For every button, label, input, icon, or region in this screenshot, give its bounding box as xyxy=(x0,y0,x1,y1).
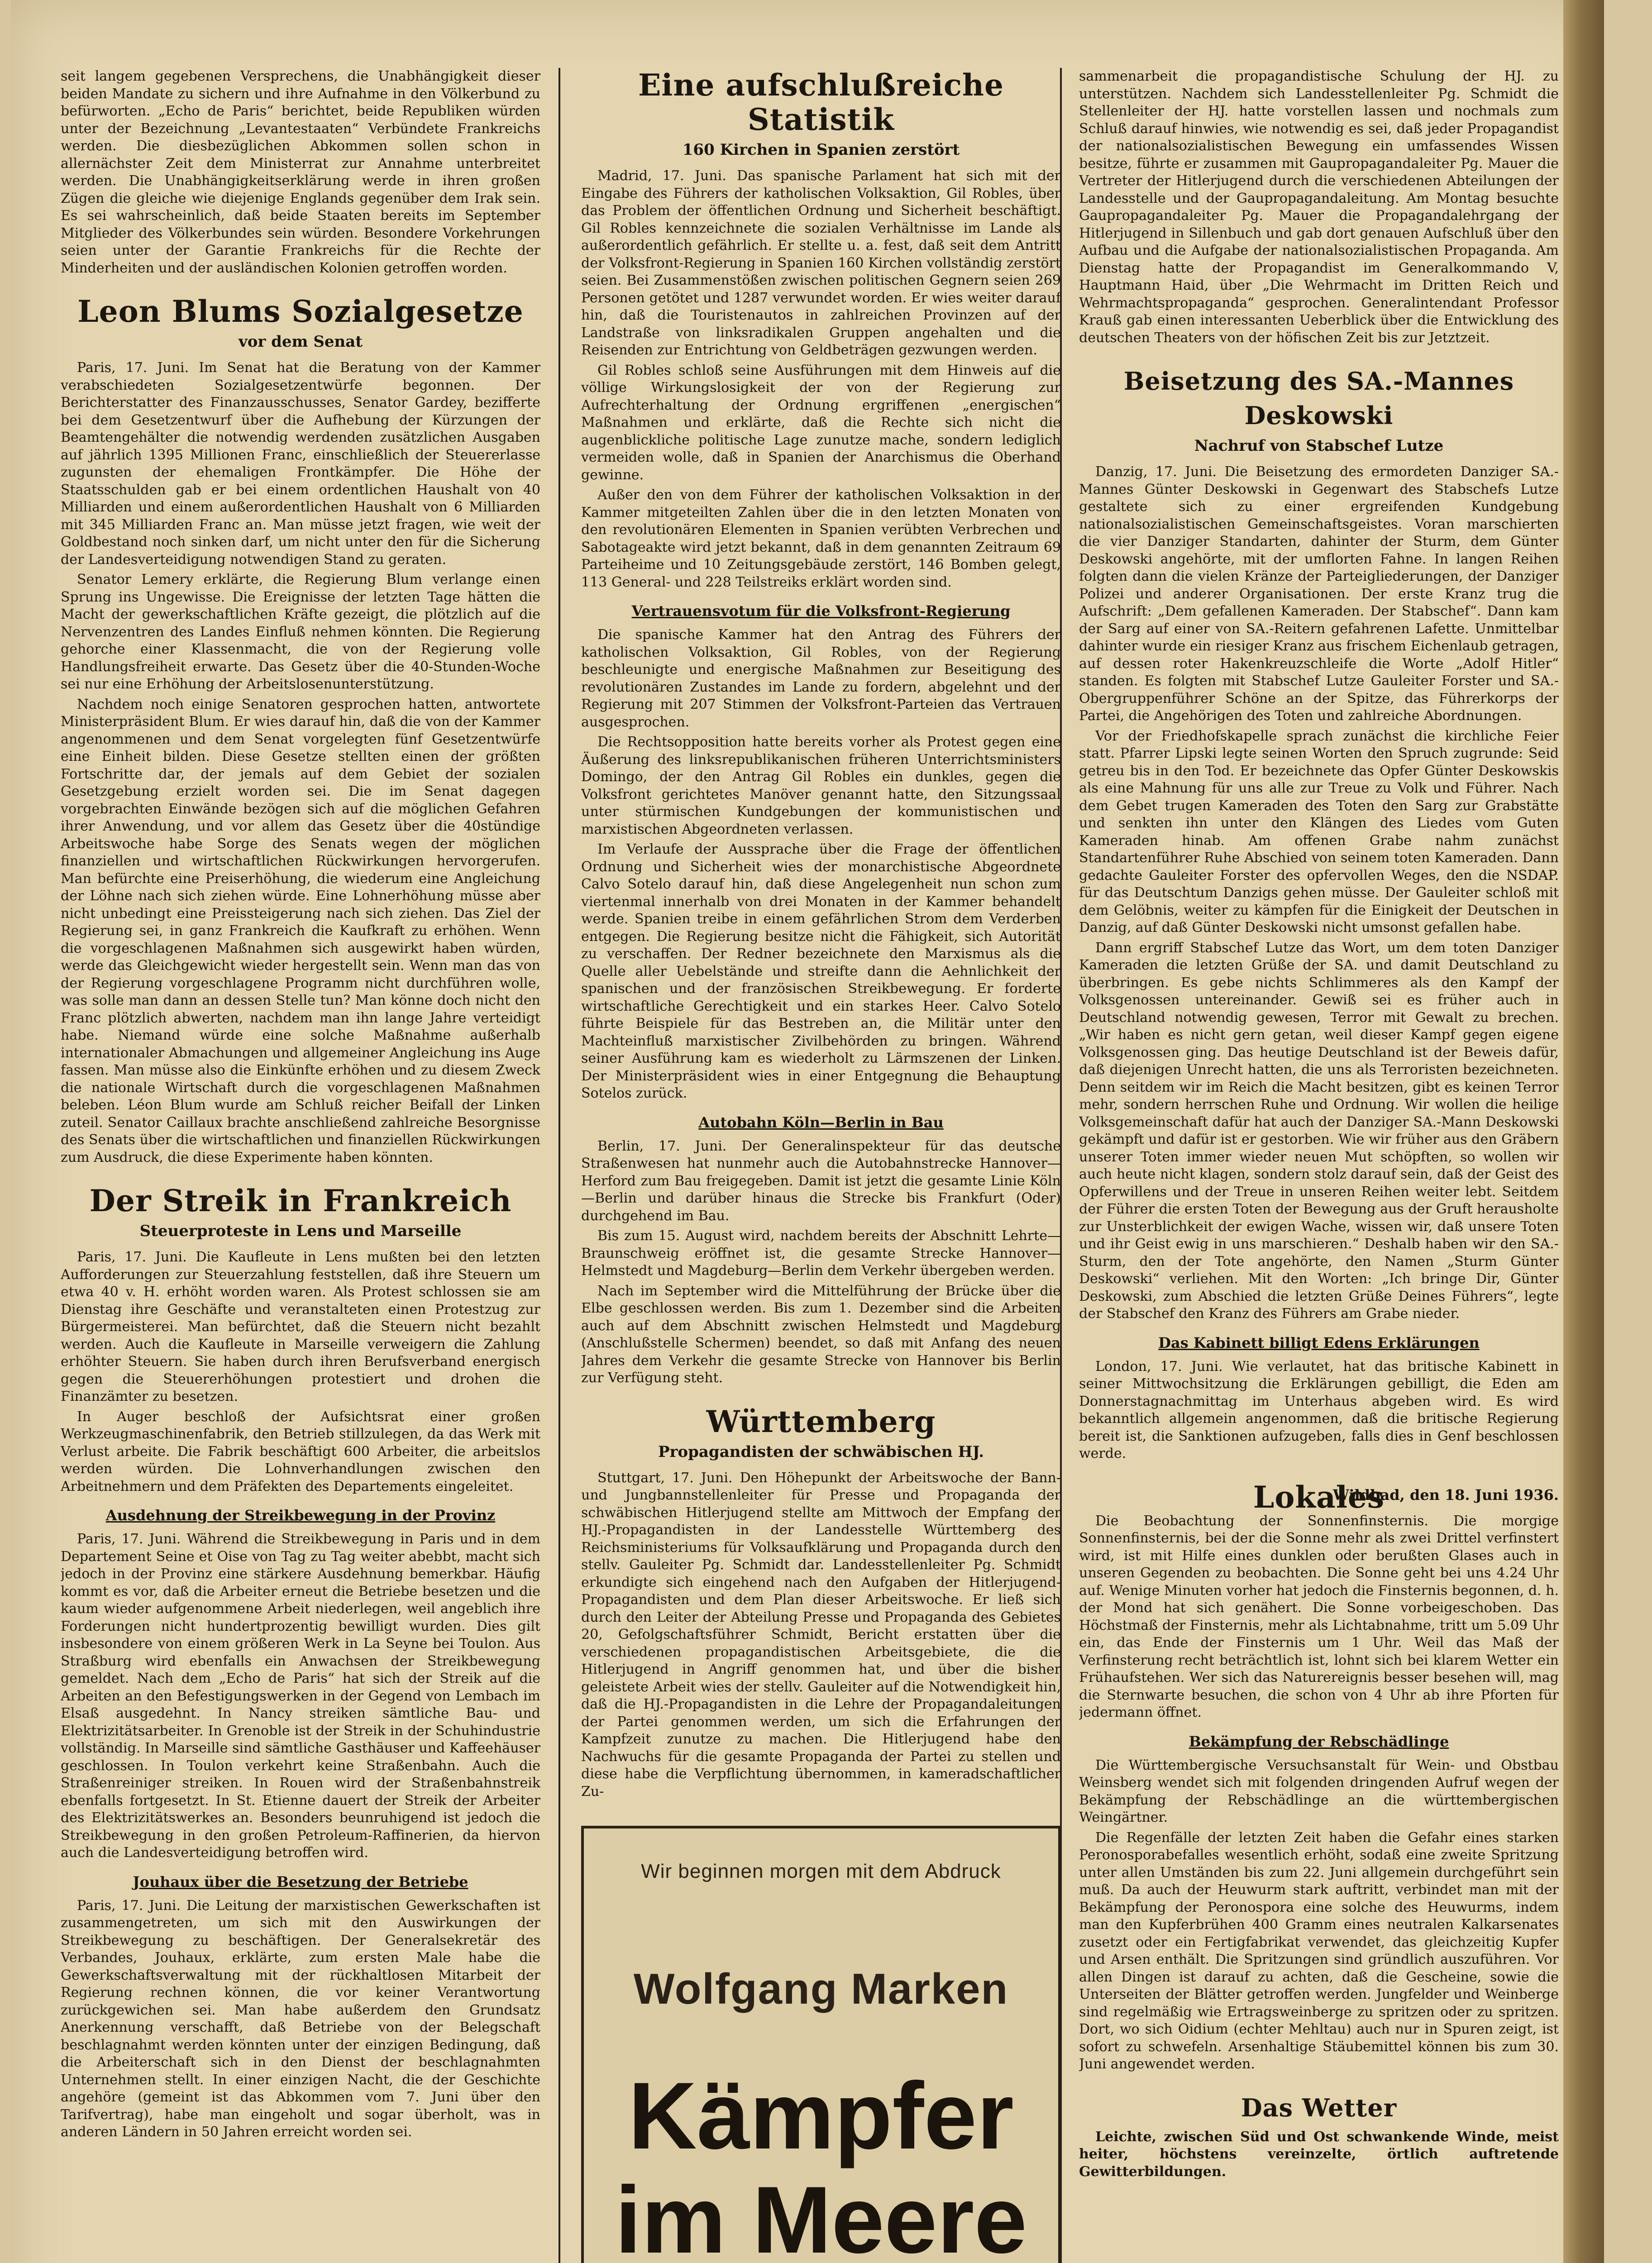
dateline: Wildbad, den 18. Juni 1936. xyxy=(1333,1486,1559,1504)
section-heading-rebschaedlinge: Bekämpfung der Rebschädlinge xyxy=(1189,1733,1449,1750)
ad-announcement: Wir beginnen morgen mit dem Abdruck xyxy=(641,1860,1001,1882)
paragraph-weather: Leichte, zwischen Süd und Ost schwankende Winde, meist heiter, höchstens vereinzelte, örtlich auftretende Gewitterbildungen. xyxy=(1079,2129,1559,2180)
headline-wetter: Das Wetter xyxy=(1241,2093,1397,2122)
page-edge xyxy=(1563,0,1604,2263)
section-heading-provinz: Ausdehnung der Streikbewegung in der Provinz xyxy=(105,1507,496,1524)
section-heading-kabinett: Das Kabinett billigt Edens Erklärungen xyxy=(1158,1334,1480,1351)
ad-author: Wolfgang Marken xyxy=(633,1965,1009,2013)
paragraph: Danzig, 17. Juni. Die Beisetzung des ermordeten Danziger SA.-Mannes Günter Deskowski in Gegenwart des Stabschefs Lutze gestaltete sich zu einer ergreifenden Kundgebung nationalsozialistischen Gemeinschaftsgeistes. Voran marschierten die vier Danziger Standarten, dahinter der Sturm, dem Günter Deskowski angehörte, mit der umflorten Fahne. In langen Reihen folgten dann die vielen Kränze der Parteigliederungen, der Danziger Polizei und anderer Organisationen. Der erste Kranz trug die Aufschrift: „Dem gefallenen Kameraden. Der Stabschef“. Dann kam der Sarg auf einer von SA.-Reitern gefahrenen Lafette. Unmittelbar dahinter wurde ein riesiger Kranz aus frischem Eichenlaub getragen, auf dessen roter Hakenkreuzschleife die Worte „Adolf Hitler“ standen. Es folgten mit Stabschef Lutze Gauleiter Forster und SA.-Obergruppenführer Schöne an der Spitze, das Führerkorps der Partei, die Angehörigen des Toten und zahlreiche Abordnungen. xyxy=(1079,464,1559,724)
paragraph: Dann ergriff Stabschef Lutze das Wort, um dem toten Danziger Kameraden die letzten Grüße der SA. und damit Deutschland zu überbringen. Es gebe nichts Schlimmeres als den Kampf der Volksgenossen untereinander. Gewiß sei es früher auch in Deutschland notwendig gewesen, Terror mit Gewalt zu brechen. „Wir haben es nicht gern getan, weil dieser Kampf gegen eigene Volksgenossen ging. Das heutige Deutschland ist der Beweis dafür, daß diejenigen Unrecht hatten, die uns als Terroristen bezeichneten. Denn seitdem wir im Reich die Macht besitzen, gibt es keinen Terror mehr, sondern herrschen Ruhe und Ordnung. Wir wollen die heilige Volksgemeinschaft dafür hat auch der Danziger SA.-Mann Deskowski gekämpft und dafür ist er gestorben. Wie wir früher aus den Gräbern unserer Toten immer wieder neuen Mut schöpften, so wollen wir auch heute nicht klagen, sondern stolz darauf sein, daß der Geist des Opferwillens und der Treue in unseren Reihen weiter lebt. Seitdem der Führer die ersten Toten der Bewegung aus der Gruft herausholte zur Unsterblichkeit der ewigen Wache, wissen wir, daß unsere Toten und ihr Geist ewig in uns marschieren.“ Deshalb haben wir den SA.-Sturm, den der Tote angehörte, den Namen „Sturm Günter Deskowski“ verliehen. Mit den Worten: „Ich bringe Dir, Günter Deskowski, zum Abschied die letzten Grüße Deines Führers“, legte der Stabschef den Kranz des Führers am Grabe nieder. xyxy=(1079,940,1559,1322)
paragraph: Berlin, 17. Juni. Der Generalinspekteur für das deutsche Straßenwesen hat nunmehr auch die Autobahnstrecke Hannover—Herford zum Bau freigegeben. Damit ist jetzt die gesamte Linie Köln—Berlin und darüber hinaus die Strecke bis Frankfurt (Oder) durchgehend im Bau. xyxy=(581,1138,1061,1224)
ad-title-line1: Kämpfer xyxy=(628,2062,1014,2169)
paragraph: Vor der Friedhofskapelle sprach zunächst die kirchliche Feier statt. Pfarrer Lipski legte seinen Worten den Spruch zugrunde: Seid getreu bis in den Tod. Er bezeichnete das Opfer Günter Deskowskis als eine Mahnung für uns alle zur Treue zu Volk und Führer. Nach dem Gebet trugen Kameraden des Toten den Sarg zur Grabstätte und senkten ihn unter den Klängen des Liedes vom Guten Kameraden hinab. Am offenen Grabe nahm zunächst Standartenführer Ruhe Abschied von seinem toten Kameraden. Dann gedachte Gauleiter Forster des opfervollen Weges, den die NSDAP. für das Deutschtum Danzigs gehen müsse. Der Gauleiter schloß mit dem Gelöbnis, weiter zu kämpfen für die Einigkeit der Deutschen in Danzig, auf daß Günter Deskowski nicht umsonst gefallen habe. xyxy=(1079,728,1559,936)
headline-wuerttemberg: Württemberg xyxy=(706,1404,936,1439)
subheadline-nachruf: Nachruf von Stabschef Lutze xyxy=(1194,437,1444,455)
subheadline-propagandisten: Propagandisten der schwäbischen HJ. xyxy=(658,1442,984,1461)
paragraph: Die spanische Kammer hat den Antrag des Führers der katholischen Volksaktion, Gil Robles, von der Regierung beschleunigte und energische Maßnahmen zur Beseitigung des revolutionären Zustandes im Lande zu fordern, abgelehnt und der Regierung mit 207 Stimmen der Volksfront-Parteien das Vertrauen ausgesprochen. xyxy=(581,627,1061,730)
paragraph: Bis zum 15. August wird, nachdem bereits der Abschnitt Lehrte—Braunschweig eröffnet ist, die gesamte Strecke Hannover—Helmstedt und Magdeburg—Berlin dem Verkehr übergeben werden. xyxy=(581,1228,1061,1279)
section-heading-jouhaux: Jouhaux über die Besetzung der Betriebe xyxy=(133,1873,468,1891)
paragraph: Außer den von dem Führer der katholischen Volksaktion in der Kammer mitgeteilten Zahlen über die in den letzten Monaten von den revolutionären Elementen in Spanien verübten Verbrechen und Sabotageakte wird jetzt bekannt, daß in dem genannten Zeitraum 69 Parteiheime und 10 Zeitungsgebäude zerstört, 146 Bomben gelegt, 113 General- und 228 Teilstreiks erklärt worden sind. xyxy=(581,487,1061,590)
paragraph: Madrid, 17. Juni. Das spanische Parlament hat sich mit der Eingabe des Führers der katholischen Volksaktion, Gil Robles, über das Problem der öffentlichen Ordnung und Sicherheit beschäftigt. Gil Robles kennzeichnete die sozialen Verhältnisse im Lande als außerordentlich gefährlich. Er stellte u. a. fest, daß seit dem Antritt der Volksfront-Regierung in Spanien 160 Kirchen vollständig zerstört seien. Bei Zusammenstößen zwischen politischen Gegnern seien 269 Personen getötet und 1287 verwundet worden. Er wies weiter darauf hin, daß die Touristenautos in zahlreichen Provinzen auf der Landstraße von linksradikalen Gruppen angehalten und die Reisenden zur Entrichtung von Geldbeträgen gezwungen werden. xyxy=(581,168,1061,358)
paragraph: Paris, 17. Juni. Im Senat hat die Beratung von der Kammer verabschiedeten Sozialgesetzentwürfe begonnen. Der Berichterstatter des Finanzausschusses, Senator Gardey, bezifferte bei dem Gesetzentwurf über die Aufhebung der Kürzungen der Beamtengehälter die notwendig werdenden zusätzlichen Ausgaben auf jährlich 1395 Millionen Franc, einschließlich der Steuererlasse zugunsten der ehemaligen Frontkämpfer. Die Höhe der Staatsschulden gab er bei einem ordentlichen Haushalt von 40 Milliarden und einem außerordentlichen Haushalt von 6 Milliarden mit 345 Milliarden Franc an. Man müsse jetzt fragen, wie weit der Goldbestand noch sinken darf, um nicht unter den für die Sicherung der Landesverteidigung notwendigen Stand zu geraten. xyxy=(61,360,540,568)
paragraph: Im Verlaufe der Aussprache über die Frage der öffentlichen Ordnung und Sicherheit wies der monarchistische Abgeordnete Calvo Sotelo darauf hin, daß diese Angelegenheit nun schon zum viertenmal innerhalb von drei Monaten in der Kammer behandelt werde. Spanien treibe in einem gefährlichen Strom dem Verderben entgegen. Die Regierung besitze nicht die Fähigkeit, sich Autorität zu verschaffen. Der Redner bezeichnete den Marxismus als die Quelle aller Uebelstände und streifte dann die Aehnlichkeit der spanischen und der französischen Streikbewegung. Er forderte wirtschaftliche Gerechtigkeit und ein starkes Heer. Calvo Sotelo führte Beispiele für das Bestreben an, die Militär unter den Machteinfluß marxistischer Zivilbehörden zu bringen. Während seiner Ausführung kam es wiederholt zu Lärmszenen der Linken. Der Ministerpräsident wies in einer Entgegnung die Behauptung Sotelos zurück. xyxy=(581,841,1061,1101)
headline-statistik: Eine aufschlußreiche Statistik xyxy=(638,68,1004,137)
paragraph: Die Rechtsopposition hatte bereits vorher als Protest gegen eine Äußerung des linksrepublikanischen früheren Unterrichtsministers Domingo, der den Antrag Gil Robles ein dunkles, gegen die Volksfront gerichtetes Manöver genannt hatte, den Sitzungssaal unter stürmischen Kundgebungen der kommunistischen und marxistischen Abgeordneten verlassen. xyxy=(581,734,1061,837)
section-heading-vertrauen: Vertrauensvotum für die Volksfront-Regierung xyxy=(631,602,1011,620)
headline-beisetzung: Beisetzung des SA.-Mannes Deskowski xyxy=(1123,367,1514,430)
paragraph: Die Württembergische Versuchsanstalt für Wein- und Obstbau Weinsberg wendet sich mit folgenden dringenden Aufruf wegen der Bekämpfung der Rebschädlinge an die württembergischen Weingärtner. xyxy=(1079,1757,1559,1825)
paragraph: In Auger beschloß der Aufsichtsrat einer großen Werkzeugmaschinenfabrik, den Betrieb stillzulegen, da das Werk mit Verlust arbeite. Die Fabrik beschäftigt 600 Arbeiter, die arbeitslos werden würden. Die Lohnverhandlungen zwischen den Arbeitnehmern und dem Präfekten des Departements eingeleitet. xyxy=(61,1408,540,1494)
paragraph: Nach im September wird die Mittelführung der Brücke über die Elbe geschlossen werden. Bis zum 1. Dezember sind die Arbeiten auch auf dem Abschnitt zwischen Helmstedt und Magdeburg (Anschlußstelle Schermen) beendet, so daß mit Anfang des neuen Jahres dem Verkehr die gesamte Strecke von Hannover bis Berlin zur Verfügung steht. xyxy=(581,1283,1061,1386)
advertisement-box xyxy=(581,1826,1061,2263)
headline-lokales: Lokales xyxy=(1253,1479,1385,1515)
paragraph: London, 17. Juni. Wie verlautet, hat das britische Kabinett in seiner Mittwochsitzung die Erklärungen gebilligt, die Eden am Donnerstagnachmittag im Unterhaus abgeben wird. Es wird bekanntlich allgemein angenommen, daß die britische Regierung bereit ist, die Sanktionen aufzugeben, falls dies in Genf beschlossen werde. xyxy=(1079,1358,1559,1461)
paragraph: Paris, 17. Juni. Die Kaufleute in Lens mußten bei den letzten Aufforderungen zur Steuerzahlung feststellen, daß ihre Steuern um etwa 40 v. H. erhöht worden waren. Als Protest schlossen sie am Dienstag ihre Geschäfte und veranstalteten einen Protestzug zur Bürgermeisterei. Man befürchtet, daß die Steuern nicht bezahlt werden. Auch die Kaufleute in Marseille verweigern die Zahlung erhöhter Steuern. Sie haben durch ihren Berufsverband energisch gegen die Steuererhöhungen protestiert und drohen die Finanzämter zu besetzen. xyxy=(61,1249,540,1404)
column-left xyxy=(61,68,540,2263)
article-continuation: seit langem gegebenen Versprechens, die Unabhängigkeit dieser beiden Mandate zu sichern und ihre Aufnahme in den Völkerbund zu befürworten. „Echo de Paris“ berichtet, beide Republiken würden unter der Bezeichnung „Levantestaaten“ Verbündete Frankreichs werden. Die diesbezüglichen Abkommen sollen schon in allernächster Zeit dem Ministerrat zur Annahme unterbreitet werden. Die Unabhängigkeitserklärung werde in ihren großen Zügen die gleiche wie diejenige Englands gegenüber dem Irak sein. Es sei wahrscheinlich, daß beide Staaten bereits im September Mitglieder des Völkerbundes sein würden. Besondere Vorkehrungen seien unter der Garantie Frankreichs für die Rechte der Minderheiten und der ausländischen Kolonien getroffen worden. xyxy=(61,68,540,276)
column-rule xyxy=(559,68,560,2263)
headline-blum: Leon Blums Sozialgesetze xyxy=(77,294,524,329)
paragraph: Stuttgart, 17. Juni. Den Höhepunkt der Arbeitswoche der Bann- und Jungbannstellenleiter für Presse und Propaganda der schwäbischen Hitlerjugend stellte am Mittwoch der Empfang der HJ.-Propagandisten in der Landesstelle Württemberg des Reichsministeriums für Volksaufklärung und Propaganda durch den stellv. Gauleiter Pg. Schmidt dar. Landesstellenleiter Pg. Schmidt erkundigte sich eingehend nach den Aufgaben der Hitlerjugend-Propagandisten und dem Plan dieser Arbeitswoche. Er ließ sich durch den Leiter der Abteilung Presse und Propaganda des Gebietes 20, Gefolgschaftsführer Schmidt, Bericht erstatten über die verschiedenen propagandistischen Arbeitsgebiete, die die Hitlerjugend in Angriff genommen hat, und über die bisher geleistete Arbeit wies der stellv. Gauleiter auf die Notwendigkeit hin, daß die HJ.-Propagandisten in die Lehre der Propagandaleitungen der Partei genommen werden, um sich die Erfahrungen der Kampfzeit zunutze zu machen. Die Hitlerjugend habe den Nachwuchs für die gesamte Propaganda der Partei zu stellen und diese habe die Verpflichtung übernommen, in kameradschaftlicher Zu- xyxy=(581,1470,1061,1800)
paragraph: Die Regenfälle der letzten Zeit haben die Gefahr eines starken Peronosporabefalles wesentlich erhöht, sodaß eine zweite Spritzung unter allen Umständen bis zum 22. Juni allgemein durchgeführt sein muß. Da auch der Heuwurm stark auftritt, verbindet man mit der Bekämpfung der Peronospora eine solche des Heuwurms, indem man den Kupferbrühen 400 Gramm eines neutralen Kalkarsenates zusetzt oder ein Fertigfabrikat verwendet, das gleichzeitig Kupfer und Arsen enthält. Die Spritzungen sind gründlich auszuführen. Vor allen Dingen ist darauf zu achten, daß die Gescheine, sowie die Unterseiten der Blätter getroffen werden. Jungfelder und Weinberge sind regelmäßig wie Ertragsweinberge zu spritzen oder zu spritzen. Dort, wo sich Oidium (echter Mehltau) auch nur in Spuren zeigt, ist sofort zu schwefeln. Arsenhaltige Stäubemittel können bis zum 30. Juni angewendet werden. xyxy=(1079,1829,1559,2072)
paragraph: Die Beobachtung der Sonnenfinsternis. Die morgige Sonnenfinsternis, bei der die Sonne mehr als zwei Drittel verfinstert wird, ist mit Hilfe eines dunklen oder berußten Glases auch in unseren Gegenden zu beobachten. Die Sonne geht bei uns 4.24 Uhr auf. Wenige Minuten vorher hat jedoch die Finsternis begonnen, d. h. der Mond hat sich genähert. Die Sonne vorbeigeschoben. Das Höchstmaß der Finsternis, mehr als Lichtabnahme, tritt um 5.09 Uhr ein, das Ende der Finsternis um 1 Uhr. Weil das Maß der Verfinsterung recht beträchtlich ist, lohnt sich bei klarem Wetter ein Frühaufstehen. Wer sich das Naturereignis besser besehen will, mag die Sternwarte besuchen, die schon von 4 Uhr ab ihre Pforten für jedermann öffnet. xyxy=(1079,1513,1559,1720)
paragraph: Paris, 17. Juni. Die Leitung der marxistischen Gewerkschaften ist zusammengetreten, um sich mit den Auswirkungen der Streikbewegung zu beschäftigen. Der Generalsekretär des Verbandes, Jouhaux, erklärte, zum ersten Male habe die Gewerkschaftsverwaltung mit der rückhaltlosen Mitarbeit der Regierung rechnen können, die vor keiner Verantwortung zurückgewichen sei. Man habe außerdem den Grundsatz Anerkennung verschafft, daß Betriebe von der Belegschaft beschlagnahmt werden könnten unter der einzigen Bedingung, daß die Arbeiterschaft sich in den Dienst der beschlagnahmten Unternehmen stellt. In einer einzigen Nacht, die der Geschichte angehöre (gemeint ist das Abkommen vom 7. Juni über den Tarifvertrag), habe man eingeholt und sogar überholt, was in anderen Ländern in 50 Jahren erreicht worden sei. xyxy=(61,1897,540,2140)
newspaper-page xyxy=(11,0,1604,2263)
subheadline-blum: vor dem Senat xyxy=(238,333,363,351)
paragraph: Nachdem noch einige Senatoren gesprochen hatten, antwortete Ministerpräsident Blum. Er wies darauf hin, daß die von der Kammer angenommenen und dem Senat vorgelegten fünf Gesetzentwürfe eine Einheit bilden. Diese Gesetze stellten einen der größten Fortschritte dar, der jemals auf dem Gebiet der sozialen Gesetzgebung erzielt worden sei. Die im Senat dagegen vorgebrachten Einwände bezögen sich auf die möglichen Gefahren ihrer Anwendung, und vor allem das Gesetz über die 40stündige Arbeitswoche habe Sorge des Senats wegen der möglichen finanziellen und wirtschaftlichen Rückwirkungen hervorgerufen. Man befürchte eine Preiserhöhung, die wiederum eine Angleichung der Löhne nach sich ziehen würde. Eine Lohnerhöhung müsse aber nicht unbedingt eine Preissteigerung nach sich ziehen. Das Ziel der Regierung sei, in ganz Frankreich die Kaufkraft zu erhöhen. Wenn die vorgeschlagenen Maßnahmen sich ausgewirkt haben würden, werde das Gleichgewicht wieder hergestellt sein. Wenn man das von der Regierung vorgeschlagene Programm nicht durchführen wolle, was solle man dann an dessen Stelle tun? Man könne doch nicht den Franc plötzlich abwerten, nachdem man ihn lange Jahre verteidigt habe. Niemand würde eine solche Maßnahme außerhalb internationaler Abmachungen und allgemeiner Angleichung ins Auge fassen. Man müsse also die Einkünfte erhöhen und zu diesem Zweck die nationale Wirtschaft durch die vorgeschlagenen Maßnahmen beleben. Léon Blum wurde am Schluß reicher Beifall der Linken zuteil. Senator Caillaux brachte anschließend zahlreiche Besorgnisse des Senats über die wirtschaftlichen und finanziellen Rückwirkungen zum Ausdruck, die diese Experimente haben könnten. xyxy=(61,696,540,1165)
paragraph: Paris, 17. Juni. Während die Streikbewegung in Paris und in dem Departement Seine et Oise von Tag zu Tag weiter abebbt, macht sich jedoch in der Provinz eine stärkere Ausdehnung bemerkbar. Häufig kommt es vor, daß die Arbeiter erneut die Betriebe besetzen und die kaum wieder aufgenommene Arbeit niederlegen, weil angeblich ihre Forderungen nicht hundertprozentig bewilligt wurden. Dies gilt insbesondere von einem größeren Werk in La Seyne bei Toulon. Aus Straßburg wird ebenfalls ein Anwachsen der Streikbewegung gemeldet. Nach dem „Echo de Paris“ hat sich der Streik auf die Arbeiten an den Befestigungswerken in der Gegend von Lembach im Elsaß ausgedehnt. In Nancy streiken sämtliche Bau- und Elektrizitätsarbeiter. In Grenoble ist der Streik in der Schuhindustrie vollständig. In Marseille sind sämtliche Gasthäuser und Kaffeehäuser geschlossen. In Toulon verkehrt keine Straßenbahn. Auch die Straßenreiniger streiken. In Rouen wird der Straßenbahnstreik ebenfalls fortgesetzt. In St. Etienne dauert der Streik der Arbeiter des Elektrizitätswerkes an. Besonders beunruhigend ist jedoch die Streikbewegung in den großen Petroleum-Raffinerien, da hiervon auch die Landesverteidigung betroffen wird. xyxy=(61,1531,540,1861)
subheadline-statistik: 160 Kirchen in Spanien zerstört xyxy=(682,141,960,159)
headline-streik: Der Streik in Frankreich xyxy=(89,1183,512,1218)
subheadline-streik: Steuerproteste in Lens und Marseille xyxy=(139,1222,462,1240)
column-middle xyxy=(581,68,1061,2263)
ad-title-line2: im Meere xyxy=(615,2167,1027,2263)
article-continuation: sammenarbeit die propagandistische Schulung der HJ. zu unterstützen. Nachdem sich Landesstellenleiter Pg. Schmidt die Stellenleiter der HJ. hatte vorstellen lassen und nochmals zum Schluß darauf hinwies, wie notwendig es sei, daß jeder Propagandist der nationalsozialistischen Bewegung ein umfassendes Wissen besitze, führte er zusammen mit Gaupropagandaleiter Pg. Mauer die Vertreter der Hitlerjugend durch die verschiedenen Abteilungen der Landesstelle und der Gaupropagandaleitung. Am Montag besuchte Gaupropagandaleiter Pg. Mauer die Propagandalehrgang der Hitlerjugend in Sillenbuch und gab dort genauen Aufschluß über den Aufbau und die Aufgabe der nationalsozialistischen Propaganda. Am Dienstag hatte der Propagandist im Generalkommando V, Hauptmann Haid, über „Die Wehrmacht im Dritten Reich und Wehrmachtspropaganda“ gesprochen. Generalintendant Professor Krauß gab einen interessanten Ueberblick über die Entwicklung des deutschen Theaters von der höfischen Zeit bis zur Jetztzeit. xyxy=(1079,68,1559,346)
column-right xyxy=(1079,68,1559,2263)
paragraph: Senator Lemery erklärte, die Regierung Blum verlange einen Sprung ins Ungewisse. Die Ereignisse der letzten Tage hätten die Macht der gewerkschaftlichen Kräfte gezeigt, die plötzlich auf die Nervenzentren des Landes Einfluß nehmen könnten. Die Regierung gehorche einer Klassenmacht, die von der Regierung volle Handlungsfreiheit erwarte. Das Gesetz über die 40-Stunden-Woche sei nur eine Erhöhung der Arbeitslosenunterstützung. xyxy=(61,572,540,692)
paragraph: Gil Robles schloß seine Ausführungen mit dem Hinweis auf die völlige Wirkungslosigkeit der von der Regierung zur Aufrechterhaltung der Ordnung ergriffenen „energischen“ Maßnahmen und erklärte, daß die Rechte sich nicht die augenblickliche politische Lage zunutze mache, sondern lediglich vermeiden wolle, daß in Spanien der Anarchismus die Oberhand gewinne. xyxy=(581,362,1061,483)
section-heading-autobahn: Autobahn Köln—Berlin in Bau xyxy=(698,1113,944,1131)
